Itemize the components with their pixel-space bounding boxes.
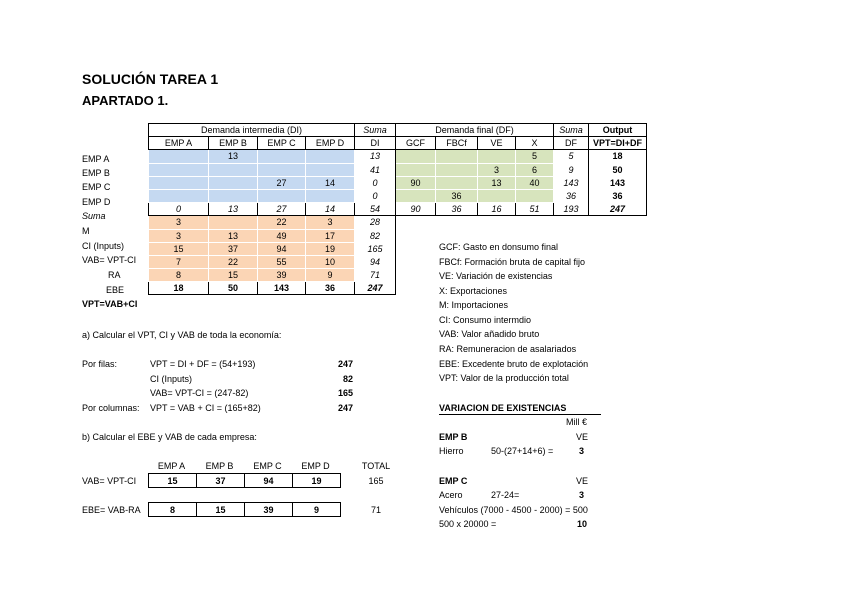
table-row — [149, 189, 647, 202]
cell: 55 — [258, 255, 306, 268]
variaciones-hierro-value: 3 — [579, 446, 585, 456]
cell: 15 — [197, 503, 245, 517]
cell — [209, 189, 258, 202]
cell — [396, 150, 436, 163]
cell: 22 — [258, 216, 306, 229]
cell: 90 — [396, 203, 436, 216]
part-a-line2: CI (Inputs) — [150, 374, 193, 384]
cell: 247 — [355, 282, 396, 295]
variaciones-acero-value: 3 — [579, 490, 585, 500]
table-row — [149, 176, 647, 189]
col-header-emp-c: EMP C — [258, 137, 306, 150]
cell — [149, 189, 209, 202]
row-label-ci: CI (Inputs) — [82, 241, 125, 251]
cell — [209, 176, 258, 189]
col-header-emp-b: EMP B — [209, 137, 258, 150]
cell: 22 — [209, 255, 258, 268]
part-a-line2-value: 82 — [342, 374, 353, 384]
variaciones-unit: Mill € — [566, 417, 588, 427]
part-a-heading: a) Calcular el VPT, CI y VAB de toda la economía: — [82, 330, 282, 340]
input-output-table — [148, 123, 647, 295]
cell: 13 — [209, 229, 258, 242]
table-row-vpt — [149, 282, 647, 295]
legend-ebe: EBE: Excedente bruto de explotación — [439, 359, 589, 369]
part-b-heading: b) Calcular el EBE y VAB de cada empresa: — [82, 432, 257, 442]
cell: 6 — [516, 163, 554, 176]
cell: 8 — [149, 503, 197, 517]
cell — [516, 189, 554, 202]
cell — [396, 163, 436, 176]
part-b-ebe-table — [148, 502, 341, 517]
cell: 3 — [149, 229, 209, 242]
cell — [149, 163, 209, 176]
variaciones-mult-value: 10 — [577, 519, 588, 529]
row-label-emp-a: EMP A — [82, 154, 110, 164]
table-row-m — [149, 216, 647, 229]
part-b-vab-table — [148, 473, 341, 488]
cell: 0 — [355, 189, 396, 202]
part-b-col-emp-c: EMP C — [253, 461, 282, 471]
variaciones-hierro-label: Hierro — [439, 446, 464, 456]
cell: 15 — [149, 474, 197, 488]
col-header-emp-a: EMP A — [149, 137, 209, 150]
row-label-vpt: VPT=VAB+CI — [82, 299, 138, 309]
header-demanda-intermedia: Demanda intermedia (DI) — [149, 124, 355, 137]
col-header-df: DF — [554, 137, 589, 150]
cell: 143 — [258, 282, 306, 295]
cell: 36 — [306, 282, 355, 295]
row-label-ra: RA — [108, 270, 121, 280]
cell: 36 — [554, 189, 589, 202]
legend-ve: VE: Variación de existencias — [439, 271, 553, 281]
col-header-fbcf: FBCf — [436, 137, 478, 150]
variaciones-heading: VARIACION DE EXISTENCIAS — [439, 403, 567, 413]
cell: 94 — [355, 255, 396, 268]
table-row — [149, 163, 647, 176]
cell: 94 — [258, 242, 306, 255]
part-a-by-cols: Por columnas: — [82, 403, 140, 413]
cell: 15 — [149, 242, 209, 255]
cell: 50 — [589, 163, 647, 176]
legend-x: X: Exportaciones — [439, 286, 508, 296]
cell: 3 — [478, 163, 516, 176]
table-row-ebe — [149, 269, 647, 282]
cell: 14 — [306, 203, 355, 216]
cell — [258, 163, 306, 176]
cell: 39 — [258, 269, 306, 282]
row-label-suma: Suma — [82, 211, 106, 221]
cell — [306, 163, 355, 176]
cell: 37 — [209, 242, 258, 255]
cell — [396, 189, 436, 202]
cell — [436, 176, 478, 189]
cell: 17 — [306, 229, 355, 242]
cell: 27 — [258, 176, 306, 189]
part-b-col-emp-d: EMP D — [301, 461, 330, 471]
cell: 50 — [209, 282, 258, 295]
header-suma-di: Suma — [355, 124, 396, 137]
variaciones-underline — [439, 414, 601, 415]
row-label-emp-d: EMP D — [82, 197, 111, 207]
part-b-ebe-label: EBE= VAB-RA — [82, 505, 141, 515]
part-a-line3: VAB= VPT-CI = (247-82) — [150, 388, 249, 398]
table-row-ci — [149, 229, 647, 242]
col-header-di: DI — [355, 137, 396, 150]
legend-fbcf: FBCf: Formación bruta de capital fijo — [439, 257, 586, 267]
cell: 0 — [355, 176, 396, 189]
variaciones-vehiculos: Vehículos (7000 - 4500 - 2000) = 500 — [439, 505, 588, 515]
cell — [478, 150, 516, 163]
variaciones-acero-calc: 27-24= — [491, 490, 520, 500]
cell: 13 — [209, 150, 258, 163]
cell: 19 — [293, 474, 341, 488]
cell: 51 — [516, 203, 554, 216]
page-title: SOLUCIÓN TAREA 1 — [82, 71, 219, 87]
part-a-line1: VPT = DI + DF = (54+193) — [150, 359, 256, 369]
col-header-vpt: VPT=DI+DF — [589, 137, 647, 150]
cell: 7 — [149, 255, 209, 268]
row-label-emp-c: EMP C — [82, 182, 111, 192]
cell — [209, 163, 258, 176]
cell — [306, 189, 355, 202]
cell — [478, 189, 516, 202]
variaciones-hierro-calc: 50-(27+14+6) = — [491, 446, 554, 456]
header-demanda-final: Demanda final (DF) — [396, 124, 554, 137]
cell: 165 — [355, 242, 396, 255]
cell: 94 — [245, 474, 293, 488]
cell: 90 — [396, 176, 436, 189]
cell: 49 — [258, 229, 306, 242]
cell: 18 — [149, 282, 209, 295]
variaciones-empc-ve: VE — [576, 476, 589, 486]
row-label-ebe: EBE — [106, 285, 125, 295]
cell: 3 — [306, 216, 355, 229]
cell: 36 — [436, 189, 478, 202]
part-a-line1-value: 247 — [337, 359, 353, 369]
cell: 16 — [478, 203, 516, 216]
legend-m: M: Importaciones — [439, 300, 509, 310]
cell: 13 — [209, 203, 258, 216]
cell — [209, 216, 258, 229]
cell: 143 — [589, 176, 647, 189]
part-b-col-total: TOTAL — [361, 461, 391, 471]
part-a-by-rows: Por filas: — [82, 359, 118, 369]
cell: 8 — [149, 269, 209, 282]
variaciones-empb-label: EMP B — [439, 432, 468, 442]
cell: 5 — [554, 150, 589, 163]
part-b-vab-label: VAB= VPT-CI — [82, 476, 137, 486]
cell: 28 — [355, 216, 396, 229]
cell: 37 — [197, 474, 245, 488]
cell: 19 — [306, 242, 355, 255]
cell — [436, 163, 478, 176]
legend-ra: RA: Remuneracion de asalariados — [439, 344, 577, 354]
cell: 0 — [149, 203, 209, 216]
col-header-gcf: GCF — [396, 137, 436, 150]
cell: 40 — [516, 176, 554, 189]
cell: 13 — [478, 176, 516, 189]
cell: 15 — [209, 269, 258, 282]
variaciones-empc-label: EMP C — [439, 476, 468, 486]
table-row — [149, 150, 647, 163]
header-output: Output — [589, 124, 647, 137]
cell — [306, 150, 355, 163]
cell: 13 — [355, 150, 396, 163]
row-label-emp-b: EMP B — [82, 168, 110, 178]
variaciones-empb-ve: VE — [576, 432, 589, 442]
cell: 36 — [436, 203, 478, 216]
cell: 39 — [245, 503, 293, 517]
cell — [149, 176, 209, 189]
table-row-vab — [149, 242, 647, 255]
cell: 10 — [306, 255, 355, 268]
cell: 71 — [355, 269, 396, 282]
legend-vab: VAB: Valor añadido bruto — [439, 329, 540, 339]
legend-vpt: VPT: Valor de la producción total — [439, 373, 569, 383]
part-b-col-emp-a: EMP A — [157, 461, 186, 471]
part-a-line4: VPT = VAB + CI = (165+82) — [150, 403, 261, 413]
part-b-vab-total: 165 — [368, 476, 384, 486]
cell: 9 — [306, 269, 355, 282]
suma-row — [149, 203, 647, 216]
part-b-ebe-total: 71 — [370, 505, 381, 515]
cell: 82 — [355, 229, 396, 242]
cell: 41 — [355, 163, 396, 176]
cell: 5 — [516, 150, 554, 163]
col-header-x: X — [516, 137, 554, 150]
col-header-emp-d: EMP D — [306, 137, 355, 150]
cell: 9 — [554, 163, 589, 176]
cell — [258, 150, 306, 163]
legend-ci: CI: Consumo intermdio — [439, 315, 532, 325]
cell: 247 — [589, 203, 647, 216]
col-header-ve: VE — [478, 137, 516, 150]
cell: 36 — [589, 189, 647, 202]
cell: 9 — [293, 503, 341, 517]
cell: 143 — [554, 176, 589, 189]
cell — [149, 150, 209, 163]
cell: 14 — [306, 176, 355, 189]
cell: 3 — [149, 216, 209, 229]
variaciones-acero-label: Acero — [439, 490, 463, 500]
legend-gcf: GCF: Gasto en donsumo final — [439, 242, 559, 252]
cell: 27 — [258, 203, 306, 216]
variaciones-mult: 500 x 20000 = — [439, 519, 497, 529]
cell: 18 — [589, 150, 647, 163]
part-a-line3-value: 165 — [337, 388, 353, 398]
page-subtitle: APARTADO 1. — [82, 93, 169, 108]
part-a-line4-value: 247 — [337, 403, 353, 413]
cell — [258, 189, 306, 202]
cell: 54 — [355, 203, 396, 216]
part-b-col-emp-b: EMP B — [205, 461, 234, 471]
row-label-m: M — [82, 226, 90, 236]
row-label-vab: VAB= VPT-CI — [82, 255, 137, 265]
cell: 193 — [554, 203, 589, 216]
cell — [436, 150, 478, 163]
header-suma-df: Suma — [554, 124, 589, 137]
